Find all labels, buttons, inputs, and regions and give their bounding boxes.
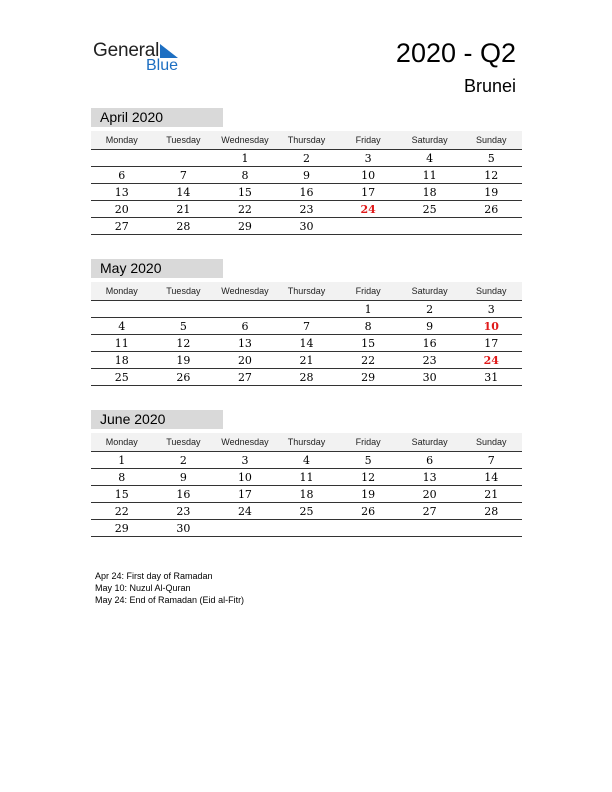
weekday-label: Friday — [355, 135, 381, 145]
weekday-label: Saturday — [411, 437, 448, 447]
day-cell: 14 — [299, 337, 314, 350]
day-cell: 11 — [114, 337, 129, 350]
week-row — [91, 167, 522, 184]
day-cell: 3 — [241, 454, 249, 467]
weekday-label: Friday — [355, 286, 381, 296]
day-cell: 18 — [299, 488, 314, 501]
day-cell: 9 — [426, 320, 434, 333]
month-june — [91, 410, 522, 537]
day-cell — [91, 150, 153, 166]
day-cell: 2 — [303, 152, 311, 165]
day-cell: 25 — [422, 203, 437, 216]
weekday-label: Thursday — [287, 135, 326, 145]
day-cell: 25 — [299, 505, 314, 518]
month-weeks — [91, 150, 522, 235]
brand-logo — [93, 40, 193, 80]
weekday-header — [91, 433, 522, 452]
day-cell: 30 — [422, 371, 437, 384]
weekday-label: Monday — [105, 286, 138, 296]
day-cell: 12 — [361, 471, 376, 484]
day-cell: 10 — [361, 169, 376, 182]
day-cell: 5 — [487, 152, 495, 165]
day-cell: 28 — [484, 505, 499, 518]
day-cell: 14 — [176, 186, 191, 199]
day-cell: 9 — [303, 169, 311, 182]
day-cell: 27 — [237, 371, 252, 384]
day-cell: 17 — [484, 337, 499, 350]
day-cell: 5 — [179, 320, 187, 333]
weekday-label: Monday — [105, 135, 138, 145]
week-row — [91, 486, 522, 503]
week-row — [91, 352, 522, 369]
day-cell: 1 — [364, 303, 372, 316]
day-cell: 9 — [179, 471, 187, 484]
day-cell: 15 — [237, 186, 252, 199]
day-cell: 7 — [303, 320, 311, 333]
weekday-label: Sunday — [475, 135, 507, 145]
week-row — [91, 150, 522, 167]
day-cell: 3 — [364, 152, 372, 165]
day-cell: 18 — [114, 354, 129, 367]
day-cell: 27 — [114, 220, 129, 233]
weekday-label: Tuesday — [166, 437, 201, 447]
day-cell — [214, 301, 276, 317]
week-row — [91, 452, 522, 469]
day-cell: 15 — [114, 488, 129, 501]
week-row — [91, 184, 522, 201]
day-cell — [399, 218, 461, 234]
day-cell: 19 — [361, 488, 376, 501]
day-cell: 6 — [241, 320, 249, 333]
brand-word-general: General — [93, 40, 160, 61]
country-name: Brunei — [463, 76, 516, 96]
day-cell: 11 — [299, 471, 314, 484]
day-cell: 5 — [364, 454, 372, 467]
day-cell — [276, 301, 338, 317]
day-cell: 22 — [237, 203, 252, 216]
day-cell: 29 — [114, 522, 129, 535]
day-cell — [91, 301, 153, 317]
quarter-title: 2020 - Q2 — [395, 38, 516, 68]
weekday-label: Friday — [355, 437, 381, 447]
day-cell — [276, 520, 338, 536]
day-cell: 19 — [176, 354, 191, 367]
day-cell — [214, 520, 276, 536]
week-row — [91, 318, 522, 335]
day-cell: 7 — [179, 169, 187, 182]
day-cell: 12 — [176, 337, 191, 350]
day-cell: 28 — [176, 220, 191, 233]
day-cell: 4 — [118, 320, 126, 333]
holiday-note: May 10: Nuzul Al-Quran — [95, 583, 191, 593]
day-cell — [337, 520, 399, 536]
day-cell: 6 — [426, 454, 434, 467]
day-cell: 1 — [118, 454, 126, 467]
day-cell: 17 — [361, 186, 376, 199]
weekday-label: Tuesday — [166, 135, 201, 145]
day-cell: 13 — [114, 186, 129, 199]
week-row — [91, 335, 522, 352]
weekday-label: Tuesday — [166, 286, 201, 296]
brand-word-blue: Blue — [146, 57, 179, 74]
day-cell: 12 — [484, 169, 499, 182]
weekday-label: Monday — [105, 437, 138, 447]
day-cell: 20 — [114, 203, 129, 216]
month-weeks — [91, 301, 522, 386]
day-cell: 21 — [176, 203, 191, 216]
holiday-note: May 24: End of Ramadan (Eid al-Fitr) — [95, 595, 245, 605]
month-april — [91, 108, 522, 235]
weekday-label: Wednesday — [221, 135, 269, 145]
day-cell: 30 — [299, 220, 314, 233]
day-cell: 10 — [483, 320, 499, 333]
day-cell: 29 — [237, 220, 252, 233]
day-cell: 23 — [299, 203, 314, 216]
week-row — [91, 301, 522, 318]
weekday-label: Wednesday — [221, 437, 269, 447]
day-cell: 3 — [487, 303, 495, 316]
week-row — [91, 503, 522, 520]
day-cell: 23 — [422, 354, 437, 367]
day-cell: 7 — [487, 454, 495, 467]
day-cell — [153, 301, 215, 317]
day-cell: 8 — [364, 320, 372, 333]
day-cell: 16 — [299, 186, 314, 199]
day-cell: 14 — [484, 471, 499, 484]
day-cell: 26 — [361, 505, 376, 518]
day-cell: 4 — [303, 454, 311, 467]
day-cell: 26 — [176, 371, 191, 384]
day-cell: 2 — [179, 454, 187, 467]
week-row — [91, 369, 522, 386]
week-row — [91, 201, 522, 218]
day-cell: 17 — [237, 488, 252, 501]
day-cell: 19 — [484, 186, 499, 199]
day-cell — [399, 520, 461, 536]
day-cell: 31 — [484, 371, 499, 384]
day-cell: 22 — [114, 505, 129, 518]
weekday-label: Sunday — [475, 286, 507, 296]
weekday-label: Saturday — [411, 135, 448, 145]
holiday-notes — [95, 570, 244, 606]
day-cell: 29 — [361, 371, 376, 384]
brand-flag-icon — [160, 44, 178, 58]
weekday-label: Sunday — [475, 437, 507, 447]
month-title: April 2020 — [91, 108, 223, 127]
week-row — [91, 218, 522, 235]
day-cell: 24 — [237, 505, 252, 518]
weekday-header — [91, 282, 522, 301]
day-cell: 16 — [176, 488, 191, 501]
day-cell: 28 — [299, 371, 314, 384]
day-cell: 2 — [426, 303, 434, 316]
day-cell: 30 — [176, 522, 191, 535]
weekday-label: Wednesday — [221, 286, 269, 296]
day-cell: 13 — [422, 471, 437, 484]
day-cell: 21 — [484, 488, 499, 501]
day-cell: 8 — [241, 169, 249, 182]
day-cell — [337, 218, 399, 234]
day-cell — [460, 520, 522, 536]
day-cell: 6 — [118, 169, 126, 182]
holiday-note: Apr 24: First day of Ramadan — [95, 571, 213, 581]
weekday-header — [91, 131, 522, 150]
week-row — [91, 520, 522, 537]
week-row — [91, 469, 522, 486]
day-cell: 16 — [422, 337, 437, 350]
day-cell: 8 — [118, 471, 126, 484]
weekday-label: Saturday — [411, 286, 448, 296]
day-cell: 18 — [422, 186, 437, 199]
day-cell: 26 — [484, 203, 499, 216]
month-title: May 2020 — [91, 259, 223, 278]
day-cell — [460, 218, 522, 234]
day-cell: 4 — [426, 152, 434, 165]
day-cell: 24 — [360, 203, 376, 216]
day-cell: 1 — [241, 152, 249, 165]
day-cell: 22 — [361, 354, 376, 367]
month-may — [91, 259, 522, 386]
day-cell: 10 — [237, 471, 252, 484]
day-cell: 20 — [422, 488, 437, 501]
month-title: June 2020 — [91, 410, 223, 429]
day-cell: 20 — [237, 354, 252, 367]
day-cell — [153, 150, 215, 166]
day-cell: 23 — [176, 505, 191, 518]
day-cell: 13 — [237, 337, 252, 350]
weekday-label: Thursday — [287, 437, 326, 447]
day-cell: 25 — [114, 371, 129, 384]
day-cell: 24 — [483, 354, 499, 367]
day-cell: 11 — [422, 169, 437, 182]
day-cell: 21 — [299, 354, 314, 367]
day-cell: 27 — [422, 505, 437, 518]
day-cell: 15 — [361, 337, 376, 350]
weekday-label: Thursday — [287, 286, 326, 296]
month-weeks — [91, 452, 522, 537]
